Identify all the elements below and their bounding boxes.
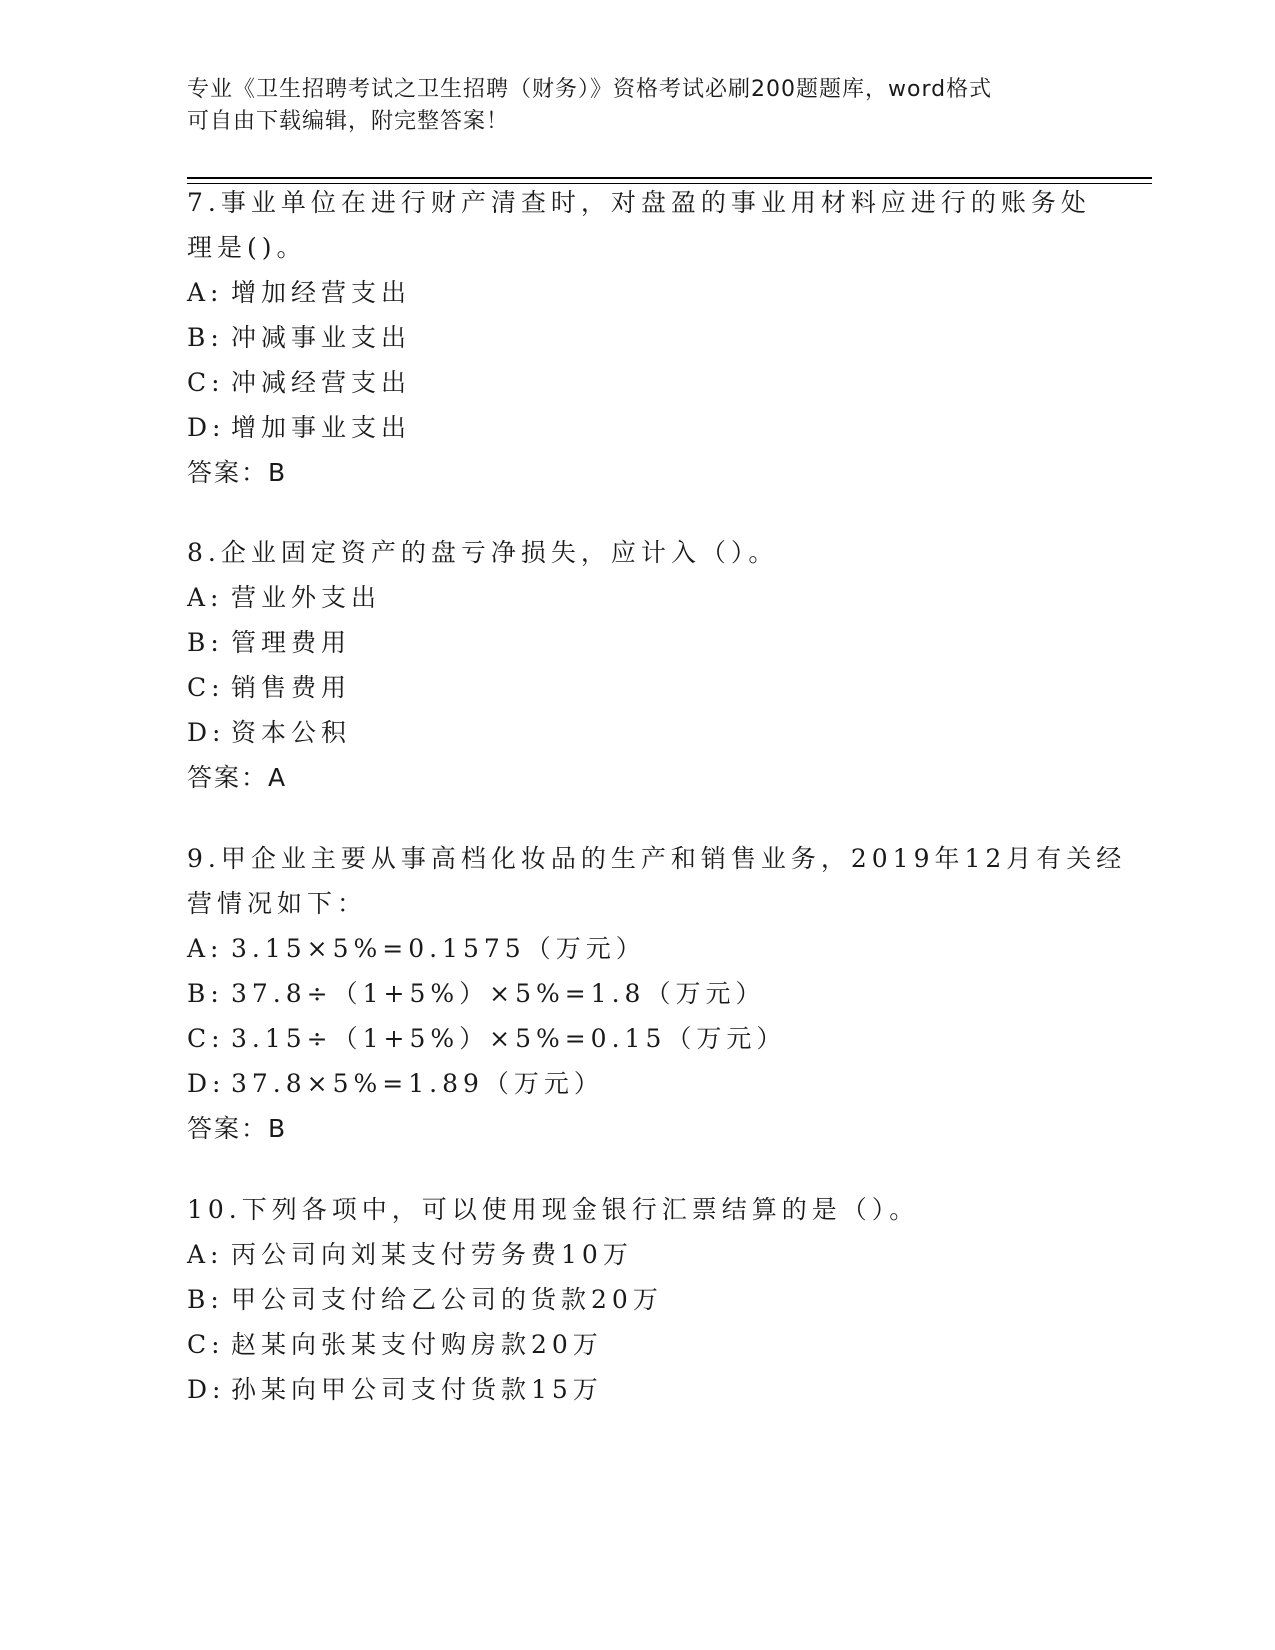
option-c [187,1322,1087,1367]
option-text: 孙某向甲公司支付货款15万 [231,1375,603,1404]
question-7 [187,180,1091,495]
option-text: 营业外支出 [231,583,382,612]
option-letter: D: [187,718,226,747]
header-line-2: 可自由下载编辑，附完整答案！ [187,109,510,134]
option-letter: A: [187,934,224,963]
option-c [187,1016,1087,1061]
option-text: 甲公司支付给乙公司的货款20万 [231,1285,663,1314]
option-text: 增加经营支出 [231,278,412,307]
option-text: 3.15÷（1+5%）×5%=0.15（万元） [231,1024,787,1053]
question-8 [187,530,1087,800]
option-d [187,1061,1087,1106]
option-text: 管理费用 [231,628,352,657]
header-divider-thick [187,177,1152,179]
document-page [187,0,1152,1650]
answer-line: 答案：B [187,1114,288,1143]
option-letter: C: [187,368,225,397]
option-d [187,405,1087,450]
option-letter: B: [187,1285,224,1314]
option-text: 37.8÷（1+5%）×5%=1.8（万元） [231,979,766,1008]
question-stem-line: 营情况如下： [187,889,368,918]
option-c [187,360,1087,405]
option-text: 冲减事业支出 [231,323,412,352]
option-letter: D: [187,1069,226,1098]
option-text: 增加事业支出 [231,413,412,442]
option-b [187,1277,1087,1322]
option-letter: A: [187,1240,224,1269]
option-a [187,1232,1087,1277]
option-text: 销售费用 [231,673,352,702]
question-10 [187,1187,1087,1412]
option-letter: B: [187,323,224,352]
option-letter: A: [187,278,224,307]
option-a [187,575,1087,620]
question-stem-line: 8.企业固定资产的盘亏净损失，应计入（）。 [187,538,779,567]
option-b [187,971,1087,1016]
option-c [187,665,1087,710]
document-header [187,74,1067,138]
option-text: 丙公司向刘某支付劳务费10万 [231,1240,633,1269]
option-letter: B: [187,628,224,657]
option-letter: C: [187,1330,225,1359]
question-stem-line: 理是()。 [187,233,307,262]
option-text: 资本公积 [231,718,352,747]
answer-line: 答案：B [187,458,288,487]
question-stem-line: 7.事业单位在进行财产清查时，对盘盈的事业用材料应进行的账务处 [187,188,1091,217]
option-letter: D: [187,413,226,442]
option-letter: D: [187,1375,226,1404]
option-letter: B: [187,979,224,1008]
option-text: 3.15×5%=0.1575（万元） [231,934,646,963]
question-stem-line: 9.甲企业主要从事高档化妆品的生产和销售业务，2019年12月有关经 [187,844,1127,873]
option-a [187,926,1087,971]
header-line-1: 专业《卫生招聘考试之卫生招聘（财务）》资格考试必刷200题题库，word格式 [187,77,993,102]
option-d [187,1367,1087,1412]
option-letter: C: [187,1024,225,1053]
option-text: 37.8×5%=1.89（万元） [231,1069,604,1098]
option-text: 赵某向张某支付购房款20万 [231,1330,603,1359]
option-b [187,620,1087,665]
option-a [187,270,1087,315]
answer-line: 答案：A [187,763,288,792]
option-letter: C: [187,673,225,702]
option-b [187,315,1087,360]
question-stem-line: 10.下列各项中，可以使用现金银行汇票结算的是（）。 [187,1195,920,1224]
option-text: 冲减经营支出 [231,368,412,397]
question-9 [187,836,1127,1151]
option-letter: A: [187,583,224,612]
option-d [187,710,1087,755]
